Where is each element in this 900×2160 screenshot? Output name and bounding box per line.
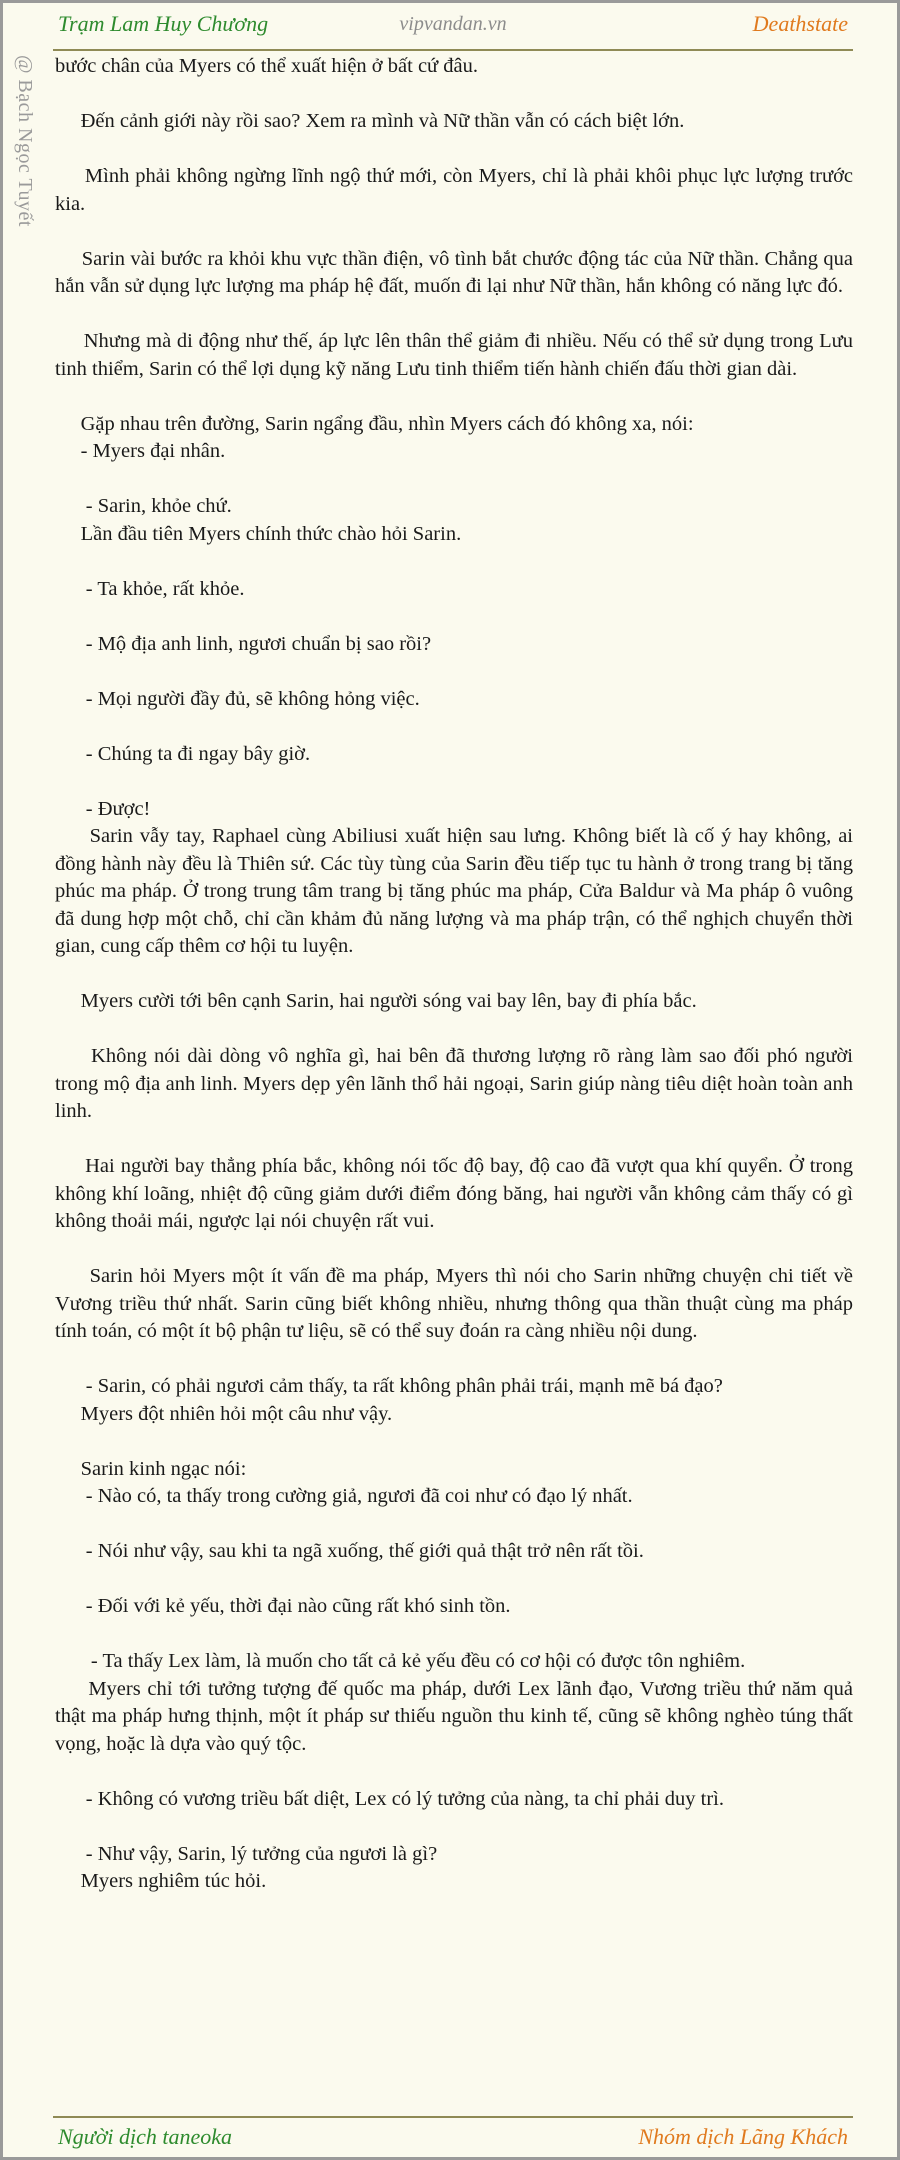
paragraph-gap [55, 466, 853, 494]
paragraph-gap [55, 1126, 853, 1154]
paragraph-gap [55, 603, 853, 631]
paragraph: - Ta khỏe, rất khỏe. [55, 577, 245, 600]
paragraph-gap [55, 1428, 853, 1456]
paragraph: Hai người bay thẳng phía bắc, không nói tốc độ bay, độ cao đã vượt qua khí quyển. Ở trong không khí loãng, nhiệt độ cũng giảm dưới điểm đóng băng, hai người vẫn không cảm thấy có gì không thoải mái, ngược lại nói chuyện rất vui. [55, 1155, 859, 1232]
paragraph-gap [55, 548, 853, 576]
paragraph: Myers chỉ tới tưởng tượng đế quốc ma pháp, dưới Lex lãnh đạo, Vương triều thứ năm quả thật ma pháp hưng thịnh, một ít pháp sư thiếu nguồn thu kinh tế, cũng sẽ không nghèo túng thất vọng, hoặc là dựa vào quý tộc. [55, 1677, 859, 1755]
paragraph: - Như vậy, Sarin, lý tưởng của ngươi là gì? [55, 1842, 438, 1865]
story-text [55, 53, 859, 1896]
paragraph: Myers nghiêm túc hỏi. [55, 1870, 267, 1892]
paragraph: - Nói như vậy, sau khi ta ngã xuống, thế giới quả thật trở nên rất tồi. [55, 1540, 644, 1562]
paragraph-gap [55, 713, 853, 741]
paragraph: - Myers đại nhân. [55, 440, 226, 462]
paragraph-gap [55, 1016, 853, 1044]
paragraph: Không nói dài dòng vô nghĩa gì, hai bên đã thương lượng rõ ràng làm sao đối phó người trong mộ địa anh linh. Myers dẹp yên lãnh thổ hải ngoại, Sarin giúp nàng tiêu diệt hoàn toàn anh linh. [55, 1045, 859, 1122]
paragraph: - Mọi người đầy đủ, sẽ không hỏng việc. [55, 687, 420, 710]
paragraph-gap [55, 1621, 853, 1649]
page-header [53, 3, 853, 51]
paragraph: - Sarin, khỏe chứ. [55, 495, 232, 517]
paragraph: Nhưng mà di động như thế, áp lực lên thân thể giảm đi nhiều. Nếu có thể sử dụng trong Lưu tinh thiểm, Sarin có thể lợi dụng kỹ năng Lưu tinh thiểm tiến hành chiến đấu thời gian dài. [55, 330, 859, 380]
paragraph-gap [55, 1758, 853, 1786]
paragraph-gap [55, 1236, 853, 1264]
paragraph-gap [55, 383, 853, 411]
paragraph-gap [55, 136, 853, 164]
paragraph-gap [55, 1566, 853, 1594]
paragraph: Mình phải không ngừng lĩnh ngộ thứ mới, còn Myers, chỉ là phải khôi phục lực lượng trước kia. [55, 165, 859, 215]
paragraph-gap [55, 301, 853, 329]
header-domain: vipvandan.vn [399, 13, 507, 35]
paragraph-gap [55, 81, 853, 109]
paragraph: bước chân của Myers có thể xuất hiện ở bất cứ đâu. [55, 55, 479, 77]
paragraph-gap [55, 1813, 853, 1841]
paragraph: Sarin vẫy tay, Raphael cùng Abiliusi xuất hiện sau lưng. Không biết là cố ý hay không, ai đồng hành này đều là Thiên sứ. Các tùy tùng của Sarin đều tiếp tục tu hành ở trong trang bị tăng phúc ma pháp. Ở trong trung tâm trang bị tăng phúc ma pháp, Cửa Baldur và Ma pháp ô vuông đã dung hợp một chỗ, chỉ cần khảm đủ năng lượng và ma pháp trận, có thể nghịch chuyển thời gian, cung cấp thêm cơ hội tu luyện. [55, 825, 859, 957]
paragraph: - Chúng ta đi ngay bây giờ. [55, 742, 311, 765]
paragraph-gap [55, 1346, 853, 1374]
paragraph-gap [55, 768, 853, 796]
paragraph: Đến cảnh giới này rồi sao? Xem ra mình và Nữ thần vẫn có cách biệt lớn. [55, 110, 685, 132]
paragraph: - Đối với kẻ yếu, thời đại nào cũng rất khó sinh tồn. [55, 1595, 511, 1617]
paragraph: - Được! [55, 797, 151, 820]
header-author: Deathstate [752, 11, 848, 36]
paragraph: - Không có vương triều bất diệt, Lex có lý tưởng của nàng, ta chỉ phải duy trì. [55, 1787, 724, 1810]
page-footer [53, 2116, 853, 2158]
paragraph-gap [55, 218, 853, 246]
paragraph: - Ta thấy Lex làm, là muốn cho tất cả kẻ yếu đều có cơ hội có được tôn nghiêm. [55, 1650, 746, 1672]
footer-translator: Người dịch taneoka [58, 2124, 233, 2149]
header-site-name: Trạm Lam Huy Chương [58, 11, 269, 36]
paragraph-gap [55, 961, 853, 989]
paragraph: - Nào có, ta thấy trong cường giả, ngươi đã coi như có đạo lý nhất. [55, 1485, 633, 1507]
paragraph: Myers cười tới bên cạnh Sarin, hai người sóng vai bay lên, bay đi phía bắc. [55, 990, 697, 1012]
paragraph-gap [55, 1511, 853, 1539]
paragraph: - Mộ địa anh linh, ngươi chuẩn bị sao rồi? [55, 632, 432, 655]
footer-group: Nhóm dịch Lãng Khách [638, 2124, 848, 2149]
paragraph: Lần đầu tiên Myers chính thức chào hỏi Sarin. [55, 522, 462, 545]
paragraph-gap [55, 658, 853, 686]
side-watermark: @ Bạch Ngọc Tuyết [14, 55, 36, 227]
paragraph: Gặp nhau trên đường, Sarin ngẩng đầu, nhìn Myers cách đó không xa, nói: [55, 412, 694, 435]
paragraph: Sarin hỏi Myers một ít vấn đề ma pháp, Myers thì nói cho Sarin những chuyện chi tiết về Vương triều thứ nhất. Sarin cũng biết không nhiều, nhưng thông qua thần thuật cùng ma pháp tính toán, có một ít bộ phận tư liệu, sẽ có thể suy đoán ra càng nhiều nội dung. [55, 1265, 859, 1342]
paragraph: - Sarin, có phải ngươi cảm thấy, ta rất không phân phải trái, mạnh mẽ bá đạo? [55, 1375, 723, 1397]
paragraph: Sarin vài bước ra khỏi khu vực thần điện, vô tình bắt chước động tác của Nữ thần. Chẳng qua hắn vẫn sử dụng lực lượng ma pháp hệ đất, muốn đi lại như Nữ thần, hắn không có năng lực đó. [55, 247, 859, 297]
paragraph: Myers đột nhiên hỏi một câu như vậy. [55, 1402, 393, 1425]
paragraph: Sarin kinh ngạc nói: [55, 1457, 247, 1480]
